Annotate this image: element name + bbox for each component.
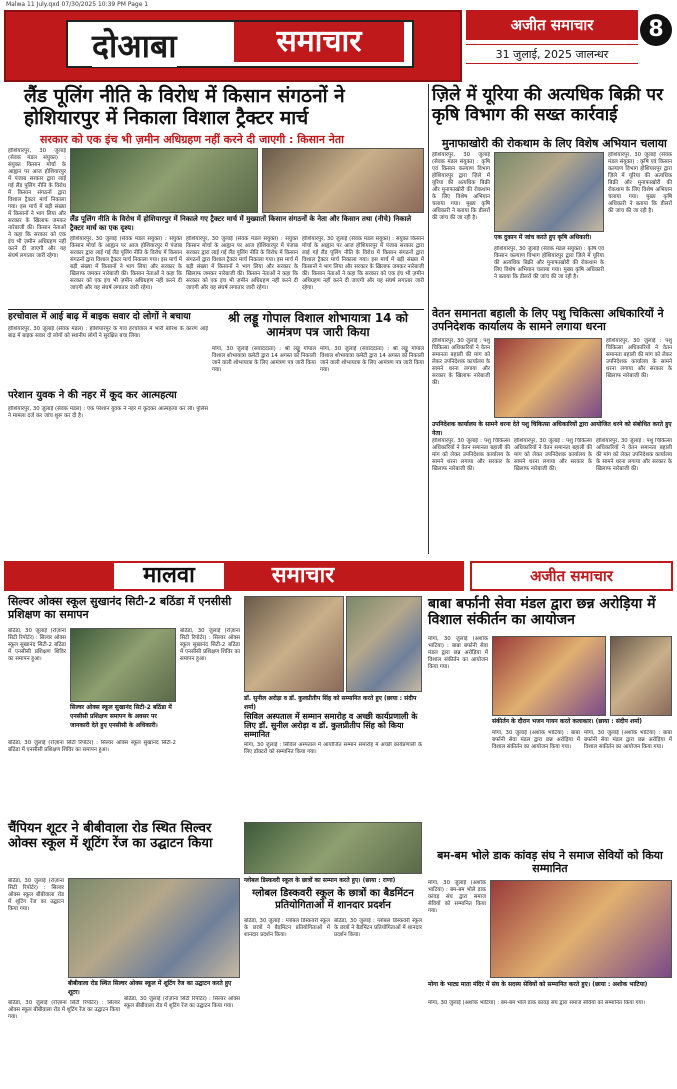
- baba-caption: संकीर्तन के दौरान भजन गायन करते कलाकार। (छाया : संदीप शर्मा): [492, 718, 642, 725]
- badminton-body-col1: बठिंडा, 30 जुलाई : ग्लोबल डिस्कवरी स्कूल के छात्रों ने बैडमिंटन प्रतियोगिताओं में शानदार प्रदर्शन किया।: [244, 918, 330, 938]
- column-rule: [428, 84, 429, 554]
- masthead-banner: [4, 10, 462, 82]
- malwa-banner: [4, 561, 464, 591]
- kanwar-body-col2: मोगा, 30 जुलाई (अशोक भाटिया) : बम-बम भोले डाक कांवड़ संघ द्वारा समाज सेवियों को सम्मानित किया गया।: [428, 1000, 646, 1006]
- vets-body-col4: होशियारपुर, 30 जुलाई : पशु चिकित्सा अधिकारियों ने वेतन समानता बहाली की मांग को लेकर उपनिदेशक कार्यालय के सामने धरना लगाया और सरकार के खिलाफ नारेबाजी की।: [514, 438, 592, 472]
- silver-oaks-body-col3: बठिंडा, 30 जुलाई (रोज़ाना सिटी रिपोर्टर) : सिल्वर ओक्स स्कूल सुखानंद सिटी-2 बठिंडा में एनसीसी प्रशिक्षण शिविर का समापन हुआ।: [8, 740, 176, 753]
- malwa-title-right: समाचार: [271, 563, 335, 588]
- vets-headline: वेतन समानता बहाली के लिए पशु चिकित्सा अधिकारियों ने उपनिदेशक कार्यालय के सामने लगाया धरना: [432, 307, 664, 333]
- baba-body-col2: मोगा, 30 जुलाई (अशोक भाटिया) : बाबा बर्फानी सेवा मंडल द्वारा छन्न अरोड़िया में विशाल संकीर्तन का आयोजन किया गया।: [492, 730, 580, 750]
- lead-photo-1: [70, 148, 258, 213]
- vets-photo: [494, 338, 602, 418]
- malwa-title-left: मालवा: [114, 563, 224, 589]
- badminton-caption: ग्लोबल डिस्कवरी स्कूल के छात्रों का सम्मान करते हुए। (छाया : राणा): [244, 877, 396, 884]
- shooting-body-col1: बठिंडा, 30 जुलाई (रोज़ाना सिटी रिपोर्टर) : सिल्वर ओक्स स्कूल बीबीवाला रोड में शूटिंग रेंज का उद्घाटन किया गया।: [8, 878, 64, 912]
- silver-oaks-headline: सिल्वर ओक्स स्कूल सुखानंद सिटी-2 बठिंडा में एनसीसी प्रशिक्षण का समापन: [8, 595, 232, 621]
- lead-body-col3: होशियारपुर, 30 जुलाई (सेवक मंडल संयुक्त) : संयुक्त किसान मोर्चा के आह्वान पर आज होशियारपुर में पंजाब सरकार द्वारा लाई गई लैंड पूलिंग नीति के विरोध में किसान संगठनों द्वारा विशाल ट्रैक्टर मार्च निकाला गया। इस मार्च में बड़ी संख्या में किसानों ने भाग लिया और सरकार के खिलाफ जमकर नारेबाजी की। किसान नेताओं ने कहा कि सरकार को एक इंच भी ज़मीन अधिग्रहण नहीं करने दी जाएगी और यह संघर्ष लगातार जारी रहेगा।: [186, 236, 298, 291]
- canal-headline: परेशान युवक ने की नहर में कूद कर आत्महत्या: [8, 390, 177, 401]
- lead-photo-2: [262, 148, 424, 213]
- baba-body-col1: मोगा, 30 जुलाई (अशोक भाटिया) : बाबा बर्फानी सेवा मंडल द्वारा छन्न अरोड़िया में विशाल संकीर्तन का आयोजन किया गया।: [428, 636, 488, 670]
- urea-headline: ज़िले में यूरिया की अत्यधिक बिक्री पर कृषि विभाग की सख्त कार्रवाई: [432, 85, 664, 125]
- honor-photo-1: [244, 596, 344, 692]
- lead-caption: लैंड पूलिंग नीति के विरोध में होशियारपुर में निकाले गए ट्रैक्टर मार्च में मुख्यातों किसान संगठनों के नेता और किसान तथा (नीचे) निकाले ट्रैक्टर मार्च का एक दृश्य।: [70, 215, 412, 232]
- kanwar-photo: [490, 880, 672, 978]
- canal-body: होशियारपुर, 30 जुलाई (सेवक मंडल) : एक परेशान युवक ने नहर में कूदकर आत्महत्या कर ली। पुलिस ने मामला दर्ज कर जांच शुरू कर दी है।: [8, 406, 208, 419]
- flood-body: होशियारपुर, 30 जुलाई (सेवक मंडल) : होशियारपुर के गांव हरचोवाल में भारी बारिश के कारण आई बाढ़ में बाइक सवार दो लोगों को स्थानीय लोगों ने सुरक्षित बचा लिया।: [8, 326, 208, 339]
- kanwar-body-col1: मोगा, 30 जुलाई (अशोक भाटिया) : बम-बम भोले डाक कांवड़ संघ द्वारा समाज सेवियों को सम्मानित किया गया।: [428, 880, 486, 914]
- file-slug: Malwa 11 July.qxd 07/30/2025 10:39 PM Page 1: [6, 1, 149, 8]
- honor-caption: डॉ. सुनील अरोड़ा व डॉ. कुलप्रीतीप सिंह को सम्मानित करते हुए (छाया : संदीप शर्मा): [244, 695, 417, 711]
- honor-headline: सिविल अस्पताल में सम्मान समारोह व अच्छी कार्यप्रणाली के लिए डॉ. सुनील अरोड़ा व डॉ. कुलप्रीतीप सिंह को किया सम्मानित: [244, 712, 418, 740]
- vets-body-col1: होशियारपुर, 30 जुलाई : पशु चिकित्सा अधिकारियों ने वेतन समानता बहाली की मांग को लेकर उपनिदेशक कार्यालय के सामने धरना लगाया और सरकार के खिलाफ नारेबाजी की।: [432, 338, 490, 386]
- newspaper-brand: अजीत समाचार: [466, 10, 638, 40]
- kanwar-caption: मोगा के भाट्य माता मंदिर में संघ के सदस्य सेवियों को सम्मानित करते हुए। (छाया : अशोक भाटिया): [428, 981, 648, 988]
- malwa-brand: अजीत समाचार: [470, 561, 673, 591]
- baba-photo-1: [492, 636, 606, 716]
- shobhayatra-body-col1: मोगा, 30 जुलाई (संवाददाता) : श्री लड्डू गोपाल विशाल शोभायात्रा कमेटी द्वारा 14 अगस्त को निकाली जाने वाली शोभायात्रा के लिए आमंत्रण पत्र जारी किया गया।: [212, 346, 316, 373]
- urea-body-col1: होशियारपुर, 30 जुलाई (सेवक मंडल संयुक्त) : कृषि एवं किसान कल्याण विभाग होशियारपुर द्वारा ज़िले में यूरिया की अत्यधिक बिक्री और मुनाफाखोरी की रोकथाम के लिए विशेष अभियान चलाया गया। मुख्य कृषि अधिकारी ने बताया कि डीलरों की जांच की जा रही है।: [432, 152, 490, 221]
- honor-body: मोगा, 30 जुलाई : सिविल अस्पताल में आयोजित सम्मान समारोह में अच्छी कार्यप्रणाली के लिए डॉक्टरों को सम्मानित किया गया।: [244, 742, 422, 755]
- page-number: 8: [640, 14, 672, 46]
- shobhayatra-body-col2: मोगा, 30 जुलाई (संवाददाता) : श्री लड्डू गोपाल विशाल शोभायात्रा कमेटी द्वारा 14 अगस्त को निकाली जाने वाली शोभायात्रा के लिए आमंत्रण पत्र जारी किया गया।: [320, 346, 424, 373]
- section-title-right: समाचार: [234, 22, 404, 62]
- lead-body-col1: होशियारपुर, 30 जुलाई (सेवक मंडल संयुक्त) : संयुक्त किसान मोर्चा के आह्वान पर आज होशियारपुर में पंजाब सरकार द्वारा लाई गई लैंड पूलिंग नीति के विरोध में किसान संगठनों द्वारा विशाल ट्रैक्टर मार्च निकाला गया। इस मार्च में बड़ी संख्या में किसानों ने भाग लिया और सरकार के खिलाफ जमकर नारेबाजी की। किसान नेताओं ने कहा कि सरकार को एक इंच भी ज़मीन अधिग्रहण नहीं करने दी जाएगी और यह संघर्ष लगातार जारी रहेगा।: [8, 148, 66, 259]
- shooting-headline: चैंपियन शूटर ने बीबीवाला रोड स्थित सिल्वर ओक्स स्कूल में शूटिंग रेंज का उद्घाटन किया: [8, 821, 213, 851]
- edition-date: 31 जुलाई, 2025 जालन्धर: [466, 44, 638, 64]
- vets-body-col2: होशियारपुर, 30 जुलाई : पशु चिकित्सा अधिकारियों ने वेतन समानता बहाली की मांग को लेकर उपनिदेशक कार्यालय के सामने धरना लगाया और सरकार के खिलाफ नारेबाजी की।: [606, 338, 672, 379]
- lead-subhead: सरकार को एक इंच भी ज़मीन अधिग्रहण नहीं करने दी जाएगी : किसान नेता: [40, 133, 345, 146]
- shooting-body-col3: बठिंडा, 30 जुलाई (रोज़ाना सिटी रिपोर्टर) : सिल्वर ओक्स स्कूल बीबीवाला रोड में शूटिंग रेंज का उद्घाटन किया गया।: [124, 996, 240, 1009]
- masthead-brand-block: [466, 10, 673, 82]
- badminton-photo: [244, 822, 422, 874]
- silver-oaks-body-col2: बठिंडा, 30 जुलाई (रोज़ाना सिटी रिपोर्टर) : सिल्वर ओक्स स्कूल सुखानंद सिटी-2 बठिंडा में एनसीसी प्रशिक्षण शिविर का समापन हुआ।: [180, 628, 240, 662]
- badminton-body-col2: बठिंडा, 30 जुलाई : ग्लोबल डिस्कवरी स्कूल के छात्रों ने बैडमिंटन प्रतियोगिताओं में शानदार प्रदर्शन किया।: [334, 918, 422, 938]
- shooting-body-col2: बठिंडा, 30 जुलाई (रोज़ाना सिटी रिपोर्टर) : सिल्वर ओक्स स्कूल बीबीवाला रोड में शूटिंग रेंज का उद्घाटन किया गया।: [8, 1000, 120, 1020]
- honor-photo-2: [346, 596, 422, 692]
- silver-oaks-body-col1: बठिंडा, 30 जुलाई (रोज़ाना सिटी रिपोर्टर) : सिल्वर ओक्स स्कूल सुखानंद सिटी-2 बठिंडा में एनसीसी प्रशिक्षण शिविर का समापन हुआ।: [8, 628, 66, 662]
- kanwar-headline: बम-बम भोले डाक कांवड़ संघ ने समाज सेवियों को किया सम्मानित: [437, 849, 663, 875]
- masthead-doaba: [4, 10, 673, 82]
- urea-caption: एक दुकान में जांच करते हुए कृषि अधिकारी।: [494, 234, 592, 241]
- lead-headline: लैंड पूलिंग नीति के विरोध में किसान संगठनों ने होशियारपुर में निकाला विशाल ट्रैक्टर मार्च: [24, 85, 345, 129]
- vets-caption: उपनिदेशक कार्यालय के सामने धरना देते पशु चिकित्सा अधिकारियों द्वारा आयोजित धरने को संबोधित करते हुए नेता।: [432, 421, 672, 437]
- shooting-photo: [68, 878, 240, 978]
- silver-oaks-photo: [70, 628, 176, 702]
- lead-body-col2: होशियारपुर, 30 जुलाई (सेवक मंडल संयुक्त) : संयुक्त किसान मोर्चा के आह्वान पर आज होशियारपुर में पंजाब सरकार द्वारा लाई गई लैंड पूलिंग नीति के विरोध में किसान संगठनों द्वारा विशाल ट्रैक्टर मार्च निकाला गया। इस मार्च में बड़ी संख्या में किसानों ने भाग लिया और सरकार के खिलाफ जमकर नारेबाजी की। किसान नेताओं ने कहा कि सरकार को एक इंच भी ज़मीन अधिग्रहण नहीं करने दी जाएगी और यह संघर्ष लगातार जारी रहेगा।: [70, 236, 182, 291]
- urea-photo: [494, 152, 604, 232]
- shobhayatra-headline: श्री लड्डू गोपाल विशाल शोभायात्रा 14 को आमंत्रण पत्र जारी किया: [227, 311, 409, 339]
- baba-body-col3: मोगा, 30 जुलाई (अशोक भाटिया) : बाबा बर्फानी सेवा मंडल द्वारा छन्न अरोड़िया में विशाल संकीर्तन का आयोजन किया गया।: [584, 730, 672, 750]
- shooting-caption: बीबीवाला रोड स्थित सिल्वर ओक्स स्कूल में शूटिंग रेंज का उद्घाटन करते हुए शूटर।: [68, 980, 232, 996]
- vets-body-col5: होशियारपुर, 30 जुलाई : पशु चिकित्सा अधिकारियों ने वेतन समानता बहाली की मांग को लेकर उपनिदेशक कार्यालय के सामने धरना लगाया और सरकार के खिलाफ नारेबाजी की।: [596, 438, 672, 472]
- section-title-left: दोआबा: [92, 24, 177, 67]
- flood-headline: हरचोवाल में आई बाढ़ में बाइक सवार दो लोगों ने बचाया: [8, 312, 191, 322]
- divider: [8, 309, 424, 310]
- lead-body-col4: होशियारपुर, 30 जुलाई (सेवक मंडल संयुक्त) : संयुक्त किसान मोर्चा के आह्वान पर आज होशियारपुर में पंजाब सरकार द्वारा लाई गई लैंड पूलिंग नीति के विरोध में किसान संगठनों द्वारा विशाल ट्रैक्टर मार्च निकाला गया। इस मार्च में बड़ी संख्या में किसानों ने भाग लिया और सरकार के खिलाफ जमकर नारेबाजी की। किसान नेताओं ने कहा कि सरकार को एक इंच भी ज़मीन अधिग्रहण नहीं करने दी जाएगी और यह संघर्ष लगातार जारी रहेगा।: [302, 236, 424, 291]
- baba-photo-2: [610, 636, 672, 716]
- silver-oaks-caption: सिल्वर ओक्स स्कूल सुखानंद सिटी-2 बठिंडा में एनसीसी प्रशिक्षण समापन के अवसर पर जानकारी देते हुए एनसीसी के अधिकारी।: [70, 704, 172, 729]
- masthead-malwa: [4, 561, 673, 591]
- baba-headline: बाबा बर्फानी सेवा मंडल द्वारा छन्न अरोड़िया में विशाल संकीर्तन का आयोजन: [428, 596, 656, 629]
- badminton-headline: ग्लोबल डिस्कवरी स्कूल के छात्रों का बैडमिंटन प्रतियोगिताओं में शानदार प्रदर्शन: [252, 888, 414, 911]
- vets-body-col3: होशियारपुर, 30 जुलाई : पशु चिकित्सा अधिकारियों ने वेतन समानता बहाली की मांग को लेकर उपनिदेशक कार्यालय के सामने धरना लगाया और सरकार के खिलाफ नारेबाजी की।: [432, 438, 510, 472]
- urea-subhead: मुनाफाखोरी की रोकथाम के लिए विशेष अभियान चलाया: [442, 137, 667, 150]
- urea-body-col2: होशियारपुर, 30 जुलाई (सेवक मंडल संयुक्त) : कृषि एवं किसान कल्याण विभाग होशियारपुर द्वारा ज़िले में यूरिया की अत्यधिक बिक्री और मुनाफाखोरी की रोकथाम के लिए विशेष अभियान चलाया गया। मुख्य कृषि अधिकारी ने बताया कि डीलरों की जांच की जा रही है।: [494, 246, 604, 280]
- urea-body-col3: होशियारपुर, 30 जुलाई (सेवक मंडल संयुक्त) : कृषि एवं किसान कल्याण विभाग होशियारपुर द्वारा ज़िले में यूरिया की अत्यधिक बिक्री और मुनाफाखोरी की रोकथाम के लिए विशेष अभियान चलाया गया। मुख्य कृषि अधिकारी ने बताया कि डीलरों की जांच की जा रही है।: [608, 152, 672, 214]
